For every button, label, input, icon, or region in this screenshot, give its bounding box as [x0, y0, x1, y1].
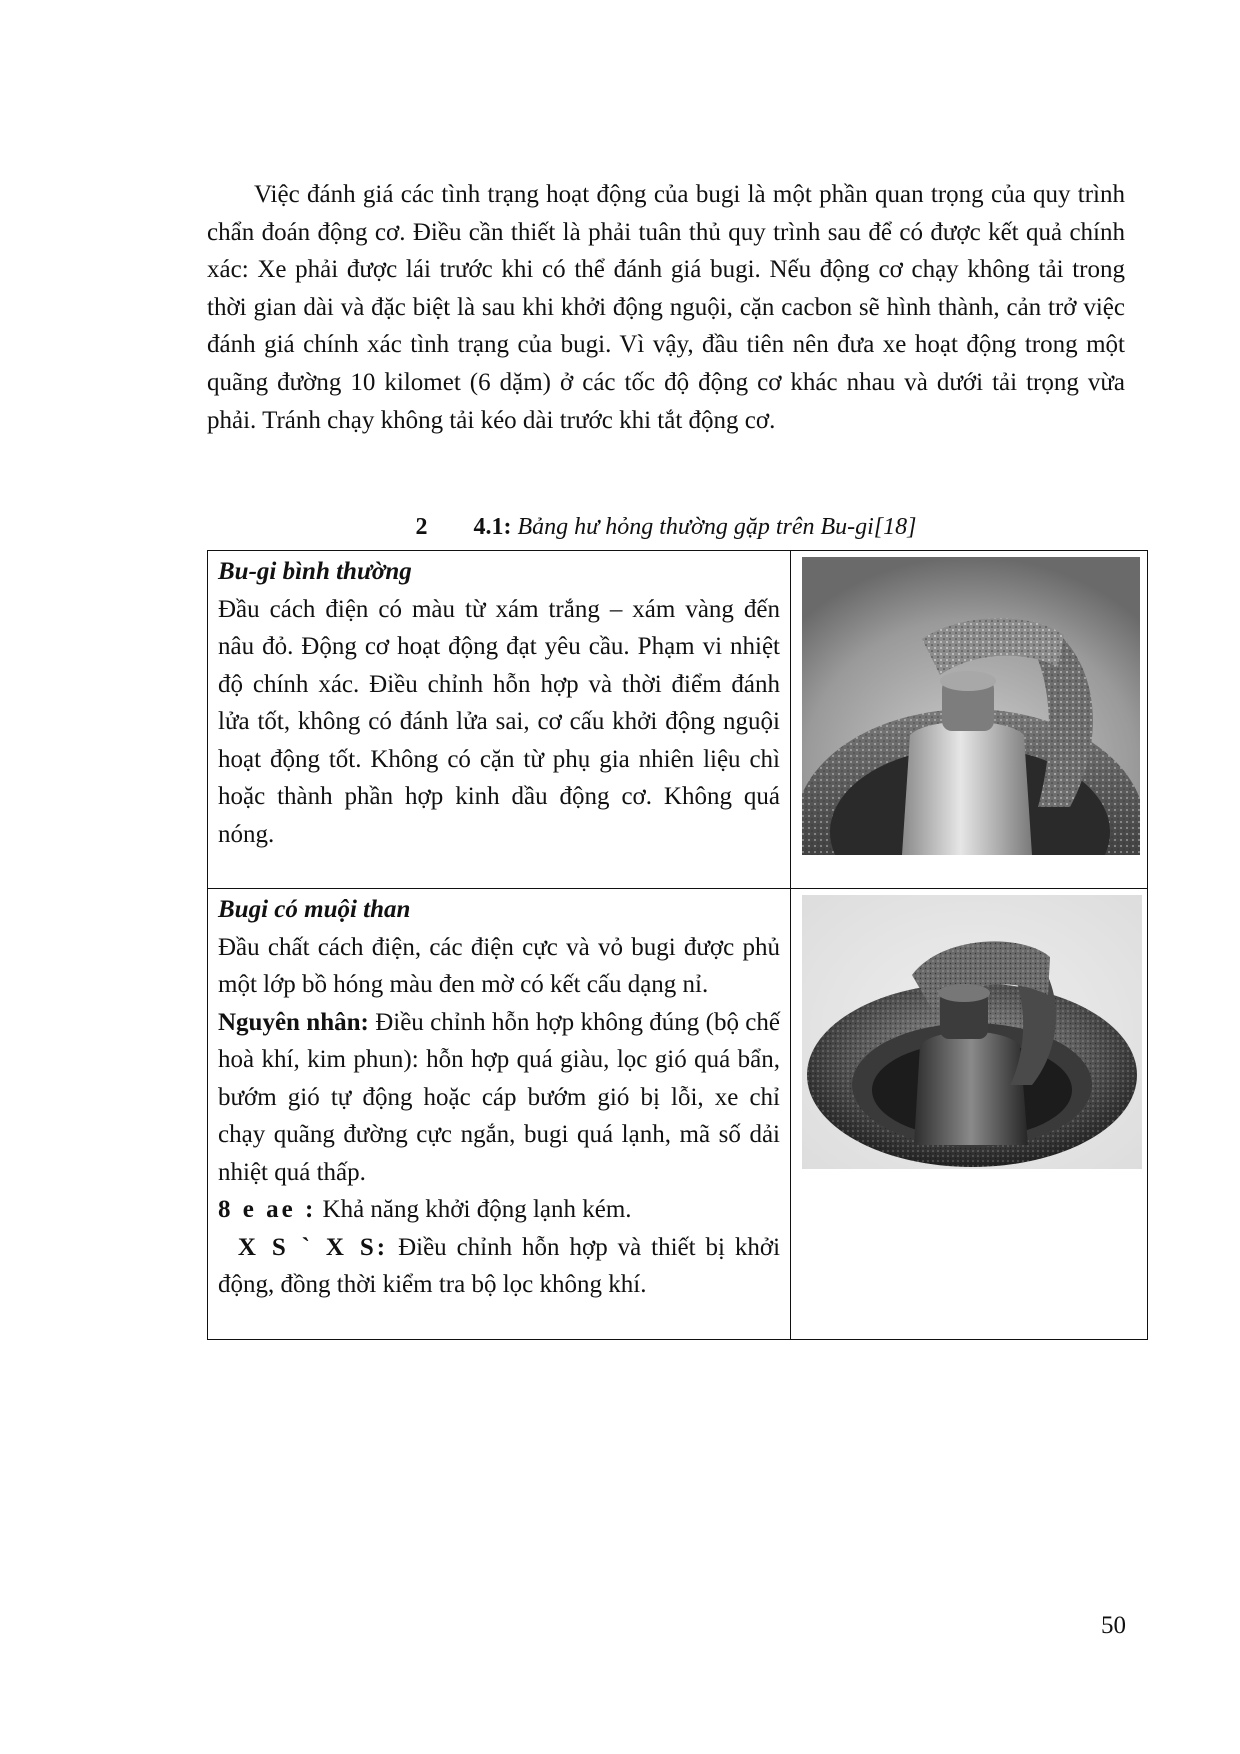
- cause-text: Điều chỉnh hỗn hợp không đúng (bộ chế hoà khí, kim phun): hỗn hợp quá giàu, lọc gió quá bẩn, bướm gió tự động hoặc cáp bướm gió bị lỗi, xe chỉ chạy quãng đường cực ngắn, bugi quá lạnh, mã số dải nhiệt quá thấp.: [218, 1008, 780, 1186]
- row-title: Bu-gi bình thường: [218, 558, 412, 585]
- remedy-text: Điều chỉnh hỗn hợp và thiết bị khởi động, đồng thời kiểm tra bộ lọc không khí.: [218, 1233, 781, 1298]
- row-effect: [218, 1191, 780, 1229]
- cause-label: Nguyên nhân:: [218, 1008, 369, 1036]
- row-description: Đầu chất cách điện, các điện cực và vỏ bugi được phủ một lớp bồ hóng màu đen mờ có kết cấu dạng nỉ.: [218, 933, 780, 998]
- row-cause: [218, 1004, 780, 1192]
- spark-plug-normal-photo: [802, 557, 1140, 855]
- table-caption: [207, 510, 1125, 544]
- row-image-cell: [791, 889, 1148, 1340]
- row-text-cell: [208, 551, 791, 889]
- intro-paragraph: Việc đánh giá các tình trạng hoạt động của bugi là một phần quan trọng của quy trình chẩn đoán động cơ. Điều cần thiết là phải tuân thủ quy trình sau để có được kết quả chính xác: Xe phải được lái trước khi có thể đánh giá bugi. Nếu động cơ chạy không tải trong thời gian dài và đặc biệt là sau khi khởi động nguội, cặn cacbon sẽ hình thành, cản trở việc đánh giá chính xác tình trạng của bugi. Vì vậy, đầu tiên nên đưa xe hoạt động trong một quãng đường 10 kilomet (6 dặm) ở các tốc độ động cơ khác nhau và dưới tải trọng vừa phải. Tránh chạy không tải kéo dài trước khi tắt động cơ.: [207, 181, 1125, 434]
- page-number: 50: [1101, 1612, 1126, 1639]
- spark-plug-carbon-fouled-photo: [802, 895, 1142, 1169]
- caption-title: Bảng hư hỏng thường gặp trên Bu-gi[18]: [517, 514, 917, 540]
- caption-label: 4.1:: [473, 514, 512, 540]
- caption-number: 2: [415, 514, 428, 540]
- effect-label: 8 e ae :: [218, 1196, 317, 1223]
- row-text-cell: [208, 889, 791, 1340]
- row-remedy: [218, 1229, 780, 1304]
- spark-plug-defects-table: [207, 550, 1148, 1340]
- row-description: Đầu cách điện có màu từ xám trắng – xám vàng đến nâu đỏ. Động cơ hoạt động đạt yêu cầu. Phạm vi nhiệt độ chính xác. Điều chỉnh hỗn hợp và thời điểm đánh lửa tốt, không có đánh lửa sai, cơ cấu khởi động nguội hoạt động tốt. Không có cặn từ phụ gia nhiên liệu chì hoặc thành phần hợp kinh dầu động cơ. Không quá nóng.: [218, 595, 780, 848]
- row-title: Bugi có muội than: [218, 896, 411, 923]
- row-image-cell: [791, 551, 1148, 889]
- table-row: [208, 889, 1148, 1340]
- effect-text: Khả năng khởi động lạnh kém.: [322, 1196, 632, 1223]
- remedy-label: X S ` X S:: [237, 1233, 389, 1261]
- table-row: [208, 551, 1148, 889]
